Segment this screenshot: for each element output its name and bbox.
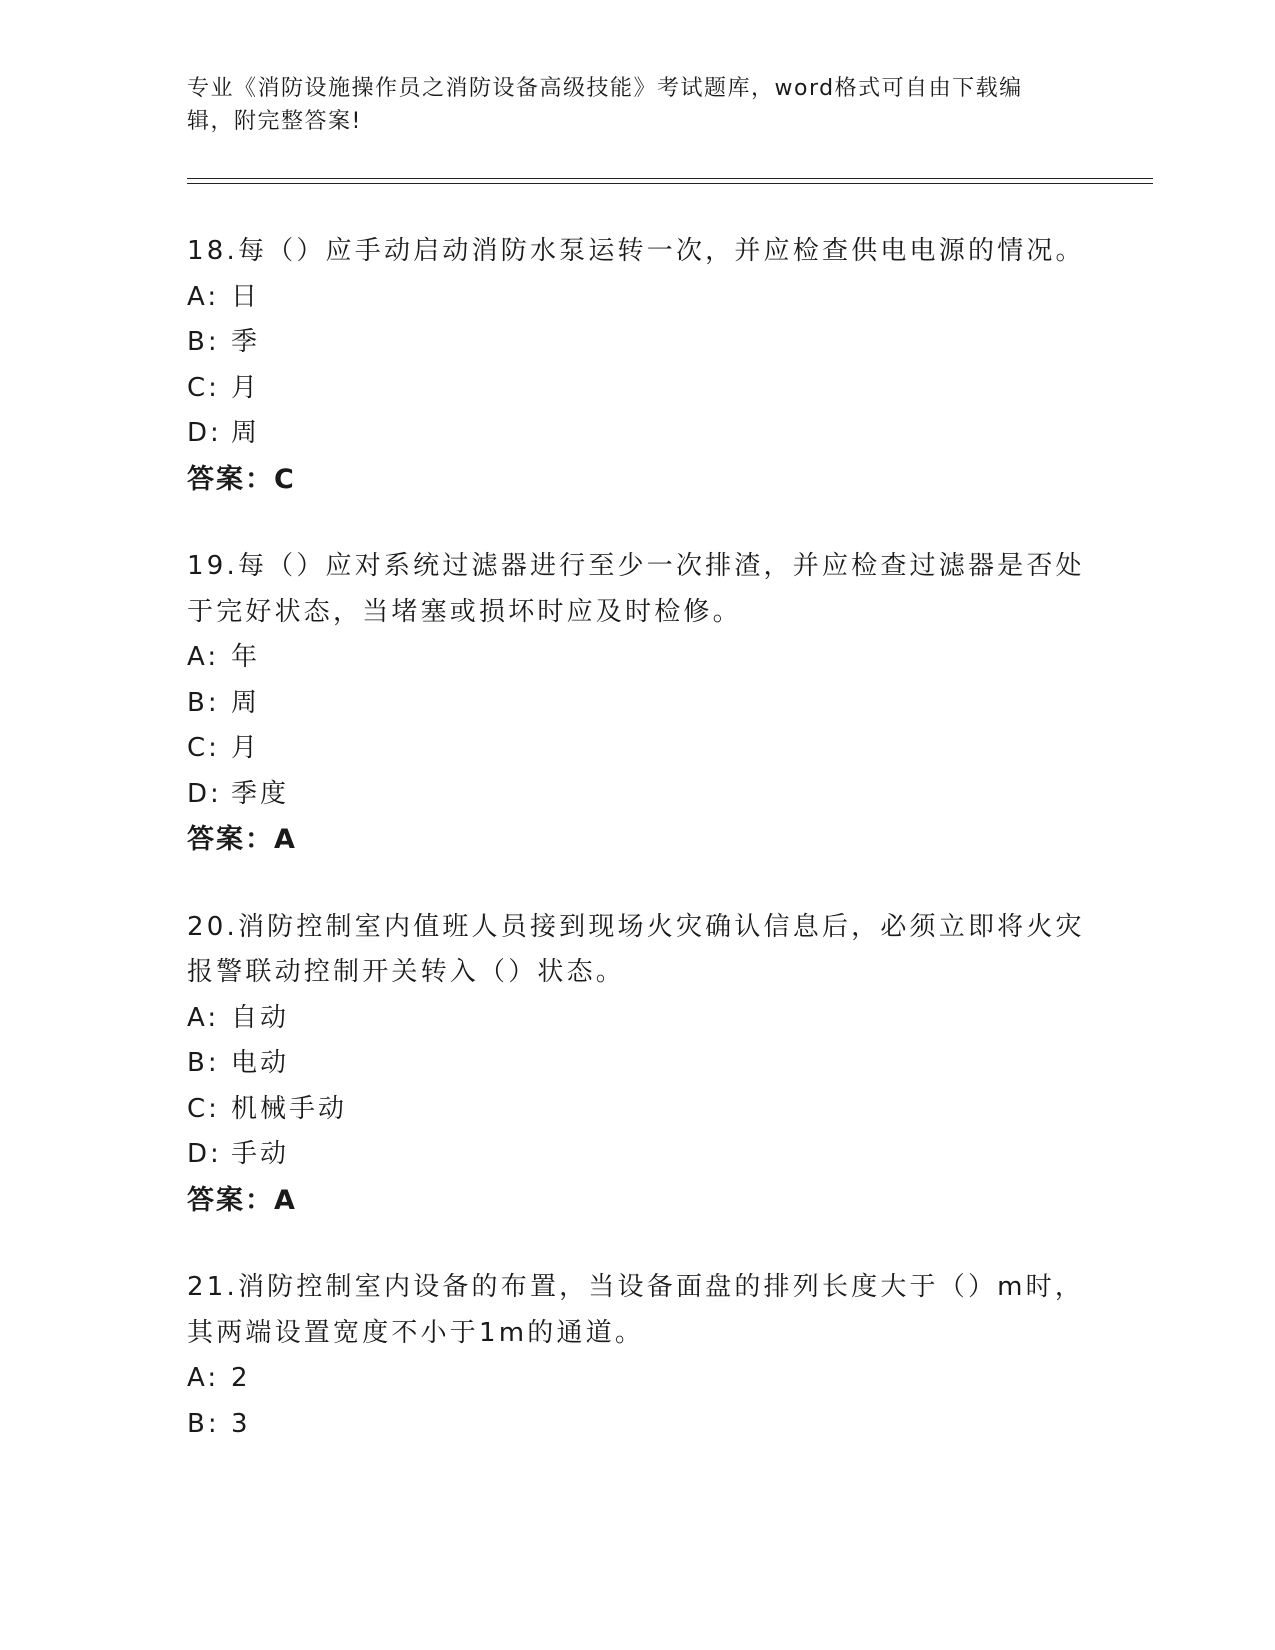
answer-line: 答案：C <box>187 463 296 495</box>
option-letter: C: <box>187 733 220 763</box>
option-a <box>187 1356 1087 1402</box>
question-20 <box>187 905 1087 1224</box>
option-text: 手动 <box>231 1139 290 1169</box>
option-b <box>187 1041 1087 1087</box>
option-letter: D: <box>187 778 222 809</box>
option-d <box>187 1132 1087 1178</box>
option-b <box>187 681 1087 727</box>
stem-line: 报警联动控制开关转入（）状态。 <box>187 957 626 987</box>
answer-line: 答案：A <box>187 1184 297 1216</box>
option-text: 机械手动 <box>231 1093 348 1124</box>
stem-line: 20.消防控制室内值班人员接到现场火灾确认信息后，必须立即将火灾 <box>187 911 1085 942</box>
document-header <box>187 72 1067 138</box>
option-text: 周 <box>231 418 261 448</box>
option-letter: B: <box>187 327 220 357</box>
option-text: 季 <box>231 327 261 357</box>
option-c <box>187 726 1087 772</box>
option-text: 月 <box>231 733 261 763</box>
stem-line: 其两端设置宽度不小于1m的通道。 <box>187 1317 645 1348</box>
option-text: 周 <box>231 687 261 718</box>
option-b <box>187 320 1087 366</box>
header-divider <box>187 178 1153 184</box>
question-stem <box>187 544 1087 635</box>
option-a <box>187 635 1087 681</box>
question-stem <box>187 229 1087 275</box>
option-text: 日 <box>231 281 261 312</box>
option-text: 2 <box>231 1363 251 1393</box>
option-letter: B: <box>187 687 220 718</box>
option-c <box>187 366 1087 412</box>
stem-line: 18.每（）应手动启动消防水泵运转一次，并应检查供电电源的情况。 <box>187 236 1085 266</box>
option-letter: A: <box>187 1002 220 1033</box>
option-d <box>187 411 1087 457</box>
option-b <box>187 1402 1087 1448</box>
option-letter: B: <box>187 1408 220 1439</box>
option-letter: D: <box>187 418 222 448</box>
question-19 <box>187 544 1087 863</box>
option-letter: C: <box>187 1093 220 1124</box>
option-letter: A: <box>187 1363 220 1393</box>
option-text: 季度 <box>231 778 290 809</box>
question-stem <box>187 1265 1087 1356</box>
stem-line: 于完好状态，当堵塞或损坏时应及时检修。 <box>187 596 742 627</box>
option-a <box>187 996 1087 1042</box>
option-c <box>187 1087 1087 1133</box>
stem-line: 21.消防控制室内设备的布置，当设备面盘的排列长度大于（）m时， <box>187 1272 1085 1302</box>
option-a <box>187 275 1087 321</box>
option-text: 月 <box>231 372 261 403</box>
header-line-2: 辑，附完整答案! <box>187 109 362 134</box>
option-d <box>187 772 1087 818</box>
header-line-1: 专业《消防设施操作员之消防设备高级技能》考试题库，word格式可自由下载编 <box>187 76 1023 101</box>
option-letter: C: <box>187 372 220 403</box>
question-list <box>187 229 1087 1489</box>
question-stem <box>187 905 1087 996</box>
option-letter: B: <box>187 1048 220 1078</box>
option-letter: A: <box>187 281 220 312</box>
question-21 <box>187 1265 1087 1447</box>
option-text: 3 <box>231 1408 251 1439</box>
question-18 <box>187 229 1087 502</box>
option-text: 自动 <box>231 1002 290 1033</box>
option-text: 电动 <box>231 1048 290 1078</box>
option-letter: D: <box>187 1139 222 1169</box>
stem-line: 19.每（）应对系统过滤器进行至少一次排渣，并应检查过滤器是否处 <box>187 551 1085 581</box>
option-letter: A: <box>187 642 220 672</box>
answer-line: 答案：A <box>187 824 297 855</box>
option-text: 年 <box>231 642 261 672</box>
